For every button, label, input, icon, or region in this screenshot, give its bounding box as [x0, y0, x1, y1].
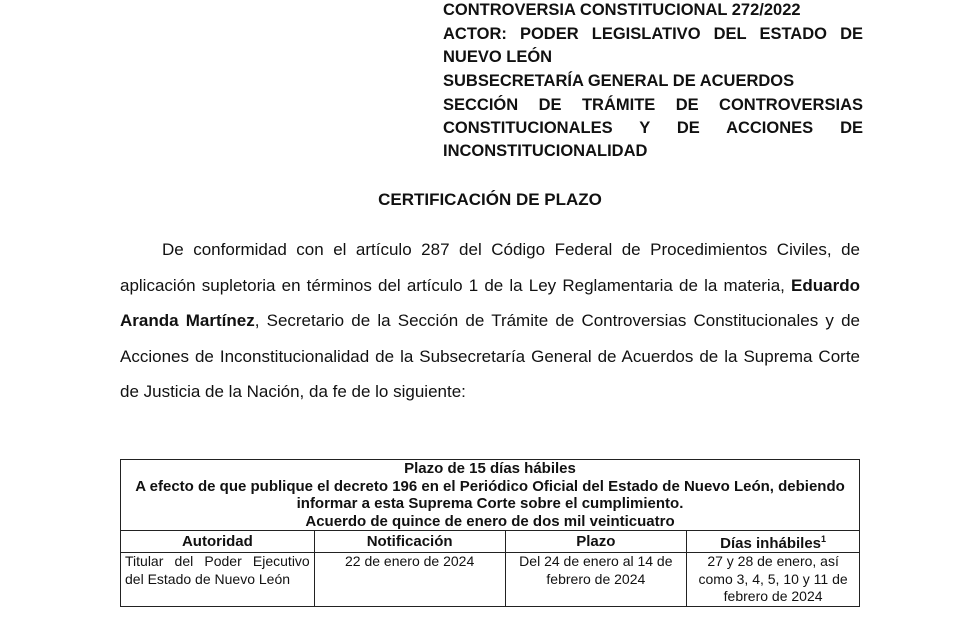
- case-header: [443, 0, 863, 165]
- footnote-marker: 1: [821, 534, 827, 544]
- column-headers: [121, 531, 860, 553]
- table-heading: [121, 460, 860, 531]
- secretary-name: Eduardo Aranda Martínez: [120, 275, 860, 331]
- table-row: [121, 553, 860, 607]
- paragraph-part-1: De conformidad con el artículo 287 del Código Federal de Procedimientos Civiles, de aplicación supletoria en términos del artículo 1 de la Ley Reglamentaria de la materia,: [120, 240, 860, 295]
- deadline-table: [120, 459, 860, 607]
- column-dias-label: Días inhábiles: [720, 535, 822, 552]
- actor-line-2: NUEVO LEÓN: [443, 48, 553, 66]
- column-plazo: Plazo: [505, 531, 687, 553]
- column-autoridad: Autoridad: [121, 531, 315, 553]
- deadline-duration: Plazo de 15 días hábiles: [404, 460, 576, 477]
- column-notificacion: Notificación: [314, 531, 505, 553]
- cell-notificacion: 22 de enero de 2024: [314, 553, 505, 607]
- section-line-3: INCONSTITUCIONALIDAD: [443, 142, 648, 160]
- actor-line-1: ACTOR: PODER LEGISLATIVO DEL ESTADO DE: [443, 25, 863, 43]
- deadline-purpose: A efecto de que publique el decreto 196 en el Periódico Oficial del Estado de Nuevo León, debiendo informar a esta Suprema Corte sobre el cumplimiento.: [135, 477, 845, 512]
- agreement-date: Acuerdo de quince de enero de dos mil veinticuatro: [305, 512, 675, 530]
- section-line-2: CONSTITUCIONALES Y DE ACCIONES DE: [443, 119, 863, 137]
- cell-autoridad: Titular del Poder Ejecutivo del Estado de Nuevo León: [121, 553, 315, 607]
- cell-plazo: Del 24 de enero al 14 de febrero de 2024: [505, 553, 687, 607]
- office-name: SUBSECRETARÍA GENERAL DE ACUERDOS: [443, 72, 795, 90]
- case-number: CONTROVERSIA CONSTITUCIONAL 272/2022: [443, 1, 801, 19]
- paragraph-part-2: , Secretario de la Sección de Trámite de Controversias Constitucionales y de Acciones de Inconstitucionalidad de la Subsecretaría General de Acuerdos de la Suprema Corte de Justicia de la Nación, da fe de lo siguiente:: [120, 311, 860, 402]
- certification-paragraph: [120, 232, 860, 410]
- column-dias-inhabiles: [687, 531, 860, 553]
- document-title: CERTIFICACIÓN DE PLAZO: [378, 190, 602, 209]
- cell-dias-inhabiles: 27 y 28 de enero, así como 3, 4, 5, 10 y 11 de febrero de 2024: [687, 553, 860, 607]
- section-line-1: SECCIÓN DE TRÁMITE DE CONTROVERSIAS: [443, 96, 863, 114]
